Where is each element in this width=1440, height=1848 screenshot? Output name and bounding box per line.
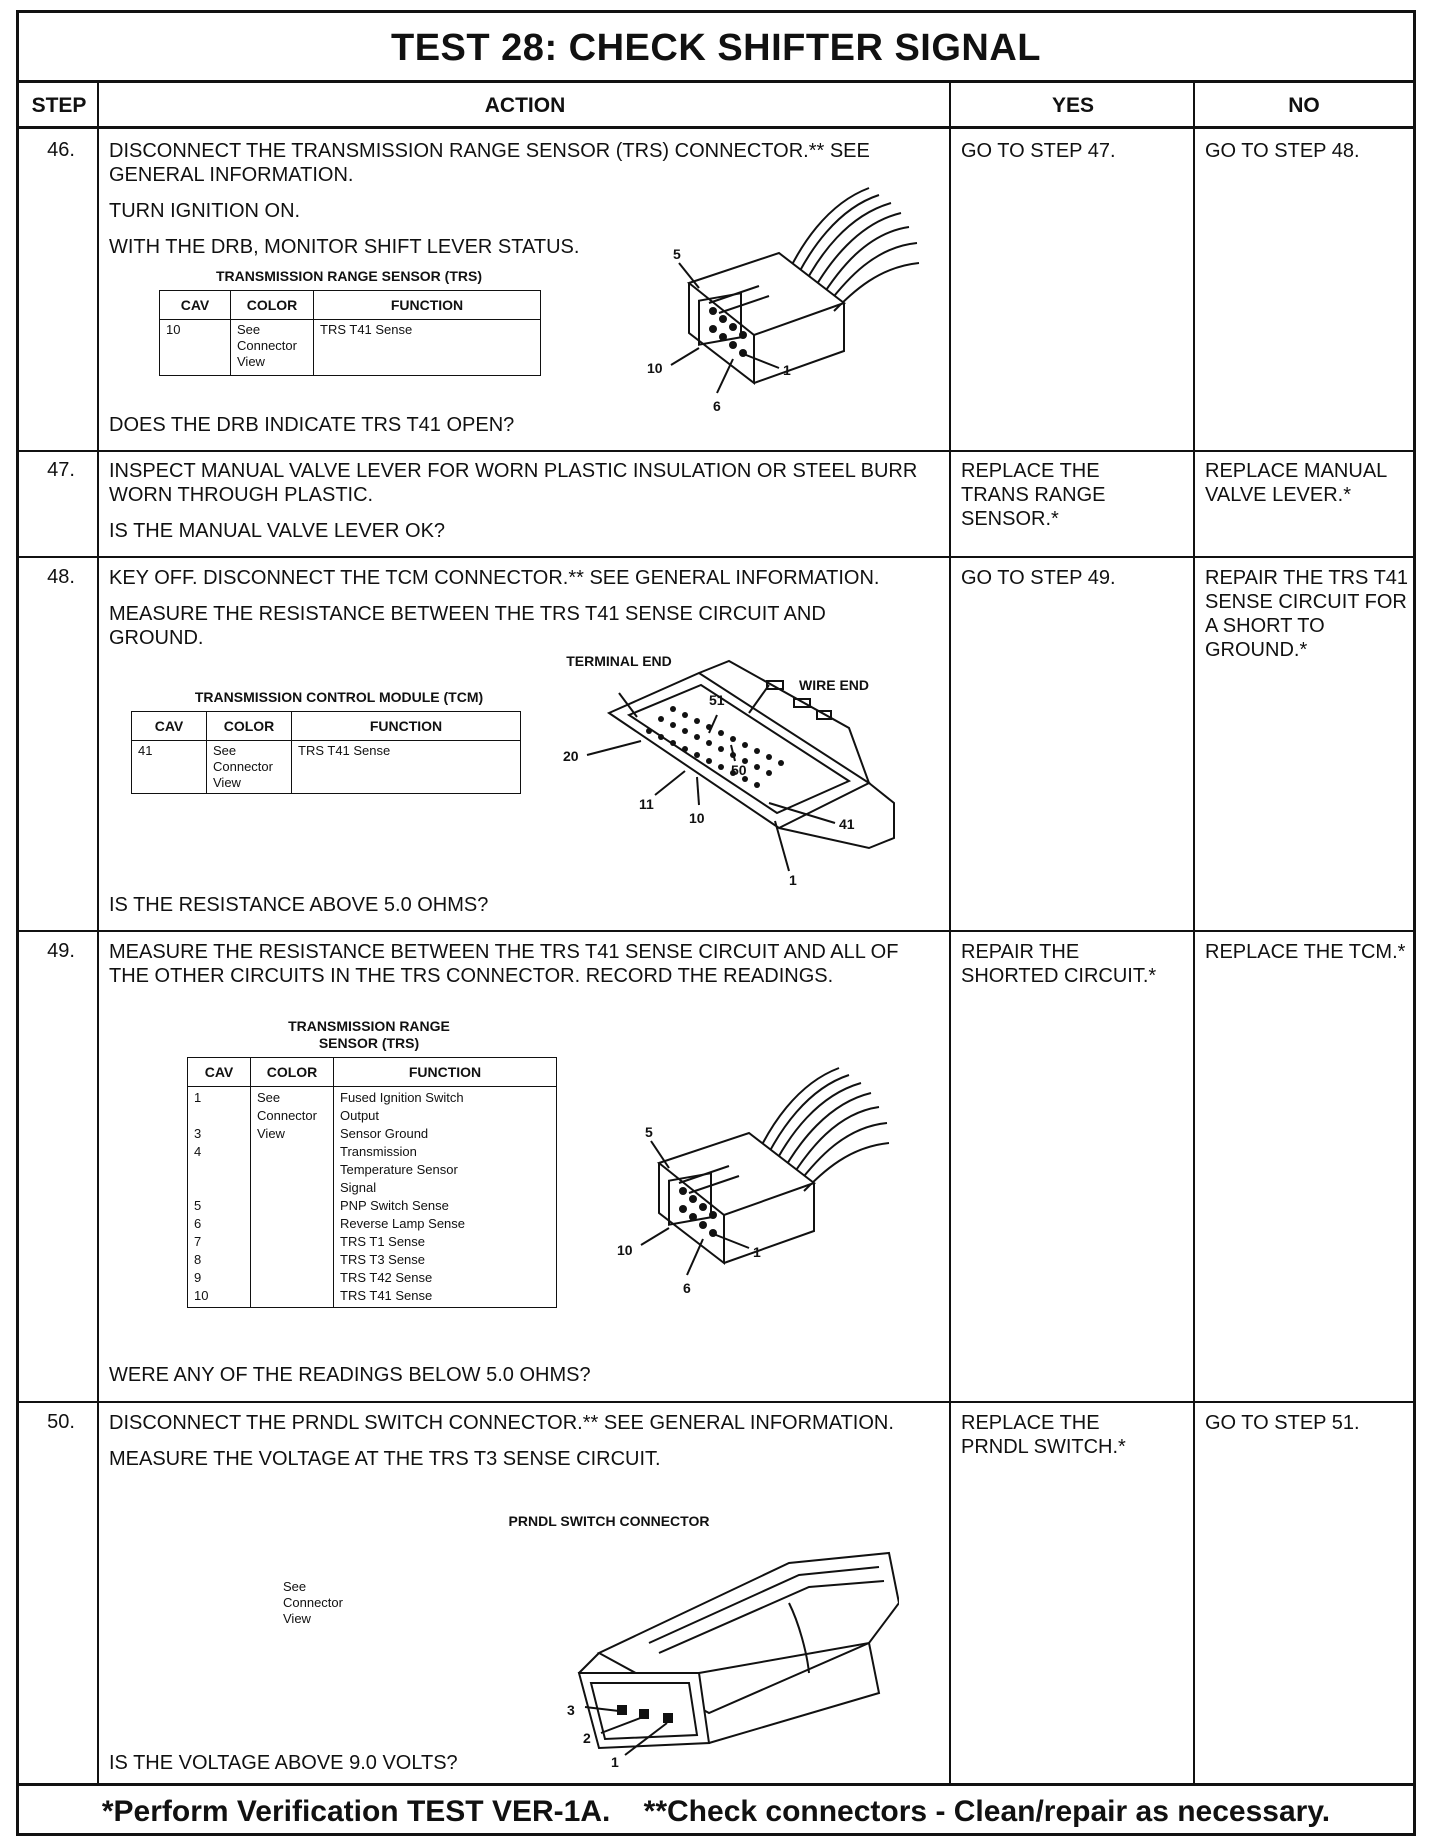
col-header: FUNCTION	[314, 291, 541, 320]
step-47-no: REPLACE MANUAL VALVE LEVER.*	[1205, 460, 1387, 506]
footer-connectors: **Check connectors - Clean/repair as necessary.	[643, 1795, 1331, 1828]
function-cell: TRS T42 Sense	[340, 1270, 433, 1285]
step-48-no: REPAIR THE TRS T41 SENSE CIRCUIT FOR A SHORT TO GROUND.*	[1205, 567, 1409, 661]
test-sheet	[16, 10, 1416, 1836]
trs-connector-diagram	[599, 1063, 919, 1323]
page-title: TEST 28: CHECK SHIFTER SIGNAL	[19, 13, 1413, 83]
color-cell: See Connector View	[251, 1087, 334, 1308]
function-cell: TRS T1 Sense	[340, 1234, 426, 1249]
step-47-action	[109, 459, 929, 555]
col-header: CAV	[160, 291, 231, 320]
pin-label: 5	[645, 1124, 653, 1140]
action-line: TURN IGNITION ON.	[109, 200, 301, 222]
action-line: DISCONNECT THE PRNDL SWITCH CONNECTOR.** SEE GENERAL INFORMATION.	[109, 1412, 894, 1434]
function-cell: Transmission Temperature Sensor Signal	[340, 1144, 458, 1195]
wire-end-label: WIRE END	[799, 677, 869, 693]
col-header: CAV	[188, 1058, 251, 1087]
table-caption: TRANSMISSION RANGE SENSOR (TRS)	[215, 268, 482, 284]
color-cell: See Connector View	[231, 320, 314, 376]
function-column	[334, 1087, 557, 1308]
footer-verification: *Perform Verification TEST VER-1A.	[101, 1795, 611, 1828]
column-divider	[97, 83, 99, 1783]
cav-cell: 10	[160, 320, 231, 376]
pin-label: 50	[731, 762, 747, 778]
pin-label: 5	[673, 246, 681, 262]
pin-label: 1	[783, 362, 791, 378]
action-line: DISCONNECT THE TRANSMISSION RANGE SENSOR (TRS) CONNECTOR.** SEE GENERAL INFORMATION.	[109, 140, 870, 186]
col-header: COLOR	[207, 712, 292, 741]
cav-cell: 41	[132, 741, 207, 794]
step-number: 50.	[47, 1411, 75, 1433]
action-line: INSPECT MANUAL VALVE LEVER FOR WORN PLASTIC INSULATION OR STEEL BURR WORN THROUGH PLASTIC.	[109, 460, 918, 506]
trs-circuits-table	[187, 1057, 557, 1308]
tcm-cavity-table	[131, 711, 521, 794]
step-46-yes: GO TO STEP 47.	[961, 140, 1116, 162]
cav-cell: 6	[194, 1216, 202, 1231]
col-header: COLOR	[231, 291, 314, 320]
function-cell: Fused Ignition Switch Output	[340, 1090, 464, 1123]
cav-cell: 3	[194, 1126, 202, 1141]
pin-label: 6	[683, 1280, 691, 1296]
function-cell: TRS T41 Sense	[314, 320, 541, 376]
pin-label: 51	[709, 692, 725, 708]
row-divider	[19, 450, 1413, 452]
header-action: ACTION	[99, 83, 951, 129]
pin-label: 1	[753, 1244, 761, 1260]
step-48-question: IS THE RESISTANCE ABOVE 5.0 OHMS?	[109, 894, 489, 916]
action-line: KEY OFF. DISCONNECT THE TCM CONNECTOR.** SEE GENERAL INFORMATION.	[109, 567, 880, 589]
row-divider	[19, 930, 1413, 932]
cav-cell: 4	[194, 1144, 202, 1159]
step-47-yes: REPLACE THE TRANS RANGE SENSOR.*	[961, 460, 1106, 530]
cav-cell: 9	[194, 1270, 202, 1285]
step-50-no: GO TO STEP 51.	[1205, 1412, 1360, 1434]
step-46-no: GO TO STEP 48.	[1205, 140, 1360, 162]
action-question: IS THE MANUAL VALVE LEVER OK?	[109, 520, 446, 542]
cav-cell: 10	[194, 1288, 209, 1303]
step-49-action	[109, 940, 939, 1000]
pin-label: 41	[839, 816, 855, 832]
step-number: 47.	[47, 459, 75, 481]
function-cell: TRS T41 Sense	[340, 1288, 433, 1303]
column-divider	[949, 83, 951, 1783]
pin-label: 10	[617, 1242, 633, 1258]
step-number: 49.	[47, 940, 75, 962]
terminal-end-label: TERMINAL END	[566, 653, 672, 669]
col-header: FUNCTION	[292, 712, 521, 741]
function-cell: PNP Switch Sense	[340, 1198, 449, 1213]
pin-label: 11	[639, 796, 654, 812]
prndl-connector-diagram	[539, 1543, 899, 1773]
step-number: 48.	[47, 566, 75, 588]
function-cell: TRS T41 Sense	[292, 741, 521, 794]
function-cell: Sensor Ground	[340, 1126, 429, 1141]
action-line: WITH THE DRB, MONITOR SHIFT LEVER STATUS.	[109, 236, 580, 258]
pin-label: 10	[647, 360, 663, 376]
step-48-yes: GO TO STEP 49.	[961, 567, 1116, 589]
caption-line: SENSOR (TRS)	[318, 1035, 420, 1051]
col-header: FUNCTION	[334, 1058, 557, 1087]
step-50-question: IS THE VOLTAGE ABOVE 9.0 VOLTS?	[109, 1752, 458, 1774]
footer-notes	[19, 1783, 1413, 1836]
cav-cell: 1	[194, 1090, 202, 1105]
step-50-action	[109, 1411, 909, 1483]
column-divider	[1193, 83, 1195, 1783]
step-50-yes: REPLACE THE PRNDL SWITCH.*	[961, 1412, 1126, 1458]
color-cell: See Connector View	[207, 741, 292, 794]
caption-line: TRANSMISSION RANGE	[288, 1018, 450, 1034]
prndl-caption: PRNDL SWITCH CONNECTOR	[508, 1513, 710, 1529]
pin-label: 20	[563, 748, 579, 764]
pin-label: 10	[689, 810, 705, 826]
table-caption	[239, 1018, 499, 1052]
pin-label: 1	[789, 872, 797, 888]
row-divider	[19, 1401, 1413, 1403]
trs-cavity-table	[159, 290, 541, 376]
pin-label: 6	[713, 398, 721, 414]
step-49-question: WERE ANY OF THE READINGS BELOW 5.0 OHMS?	[109, 1364, 591, 1386]
action-line: MEASURE THE RESISTANCE BETWEEN THE TRS T41 SENSE CIRCUIT AND ALL OF THE OTHER CIRCUITS IN THE TRS CONNECTOR. RECORD THE READINGS.	[109, 941, 899, 987]
header-yes: YES	[951, 83, 1195, 129]
cav-cell: 8	[194, 1252, 202, 1267]
function-cell: Reverse Lamp Sense	[340, 1216, 466, 1231]
cav-cell: 7	[194, 1234, 202, 1249]
see-connector-note: See Connector View	[283, 1579, 343, 1626]
action-line: MEASURE THE VOLTAGE AT THE TRS T3 SENSE CIRCUIT.	[109, 1448, 661, 1470]
action-line: MEASURE THE RESISTANCE BETWEEN THE TRS T41 SENSE CIRCUIT AND GROUND.	[109, 603, 826, 649]
pin-label: 1	[611, 1754, 619, 1770]
col-header: CAV	[132, 712, 207, 741]
pin-label: 2	[583, 1730, 591, 1746]
step-number: 46.	[47, 139, 75, 161]
cav-cell: 5	[194, 1198, 202, 1213]
trs-connector-diagram	[629, 183, 929, 433]
step-46-question: DOES THE DRB INDICATE TRS T41 OPEN?	[109, 414, 515, 436]
step-49-yes: REPAIR THE SHORTED CIRCUIT.*	[961, 941, 1157, 987]
step-49-no: REPLACE THE TCM.*	[1205, 941, 1406, 963]
function-cell: TRS T3 Sense	[340, 1252, 426, 1267]
col-header: COLOR	[251, 1058, 334, 1087]
header-step: STEP	[19, 83, 99, 129]
header-no: NO	[1195, 83, 1413, 129]
cav-column	[188, 1087, 251, 1308]
row-divider	[19, 556, 1413, 558]
table-caption: TRANSMISSION CONTROL MODULE (TCM)	[194, 689, 484, 705]
step-48-action	[109, 566, 909, 662]
pin-label: 3	[567, 1702, 575, 1718]
